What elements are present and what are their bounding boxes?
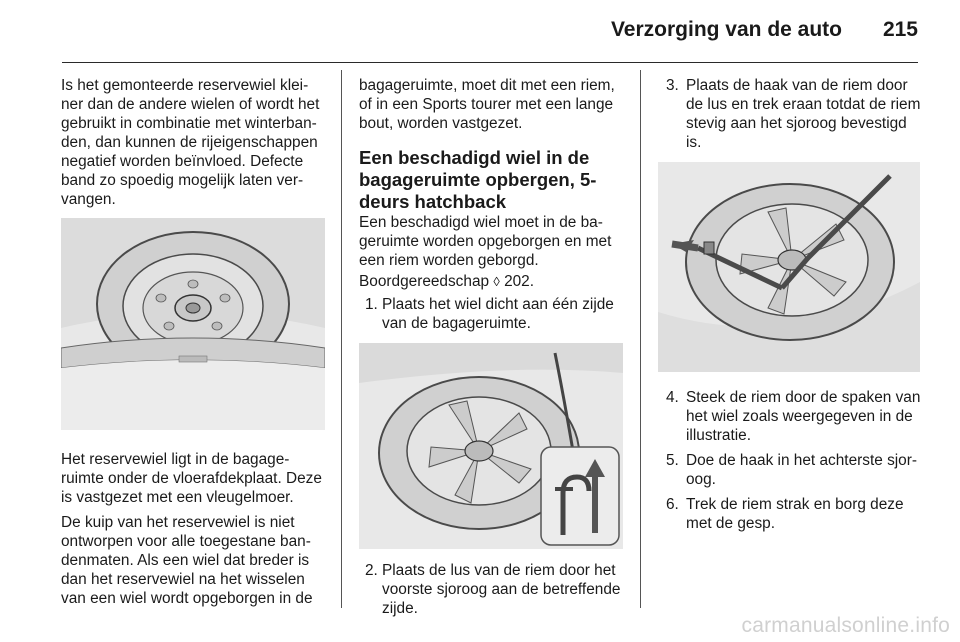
spare-wheel-figure	[61, 218, 325, 430]
step-number: 3.	[666, 77, 679, 94]
step-text: Steek de riem door de spaken van het wiel zoals weergegeven in de illustratie.	[686, 389, 921, 444]
column-divider-1	[341, 70, 342, 608]
list-item	[359, 561, 623, 618]
page-reference-icon: ◊	[493, 274, 500, 289]
step-number: 1.	[365, 296, 378, 313]
tool-reference-text: Boordgereedschap	[359, 273, 494, 290]
column-divider-2	[640, 70, 641, 608]
step-text: Doe de haak in het achterste sjoroog.	[686, 452, 918, 488]
step-number: 2.	[365, 562, 378, 579]
column-1	[61, 76, 325, 614]
column-2	[359, 76, 623, 624]
watermark: carmanualsonline.info	[741, 614, 950, 637]
paragraph-continuation: bagageruimte, moet dit met een riem, of in een Sports tourer met een lange bout, worden vastgezet.	[359, 77, 615, 132]
header-rule	[62, 62, 918, 63]
paragraph-damaged-wheel: Een beschadigd wiel moet in de bageruimte worden opgeborgen en met een riem worden geborgd.	[359, 214, 612, 269]
chapter-title: Verzorging van de auto	[610, 18, 842, 41]
strap-through-spokes-figure	[658, 162, 920, 372]
tool-reference-page: 202.	[504, 273, 535, 290]
step-number: 4.	[666, 389, 679, 406]
steps-list-a	[359, 295, 623, 333]
list-item	[666, 495, 922, 533]
paragraph-spare-wheel-location: Het reservewiel ligt in de bagageruimte onder de vloerafdekplaat. Deze is vastgezet met een vleugelmoer.	[61, 451, 322, 506]
steps-list-c	[666, 76, 922, 152]
step-text: Trek de riem strak en borg deze met de gesp.	[686, 496, 904, 532]
list-item	[666, 76, 922, 152]
strap-loop-figure	[359, 343, 623, 549]
paragraph-spare-wheel-warning: Is het gemonteerde reservewiel kleiner dan de andere wielen of wordt het gebruikt in combinatie met winterbanden, dan kunnen de rijeigenschappen negatief worden beïnvloed. Defecte band zo spoedig mogelijk laten vervangen.	[61, 77, 320, 208]
paragraph-wheel-well: De kuip van het reservewiel is niet ontworpen voor alle toegestane bandenmaten. Als een wiel dat breder is dan het reservewiel na het wisselen van een wiel wordt opgeborgen in de	[61, 514, 313, 607]
list-item	[666, 388, 922, 445]
step-text: Plaats de haak van de riem door de lus en trek eraan totdat de riem stevig aan het sjoroog bevestigd is.	[686, 77, 921, 151]
steps-list-b	[359, 561, 623, 618]
list-item	[359, 295, 623, 333]
step-number: 6.	[666, 496, 679, 513]
step-text: Plaats het wiel dicht aan één zijde van de bagageruimte.	[382, 296, 614, 332]
step-number: 5.	[666, 452, 679, 469]
list-item	[666, 451, 922, 489]
step-text: Plaats de lus van de riem door het voorste sjoroog aan de betreffende zijde.	[382, 562, 621, 617]
steps-list-d	[666, 388, 922, 533]
page-header	[0, 0, 960, 66]
column-3	[666, 76, 922, 539]
section-heading: Een beschadigd wiel in de bagageruimte opbergen, 5-deurs hatchback	[359, 147, 597, 212]
paragraph-tool-reference	[359, 272, 623, 291]
page-number: 215	[882, 18, 918, 41]
